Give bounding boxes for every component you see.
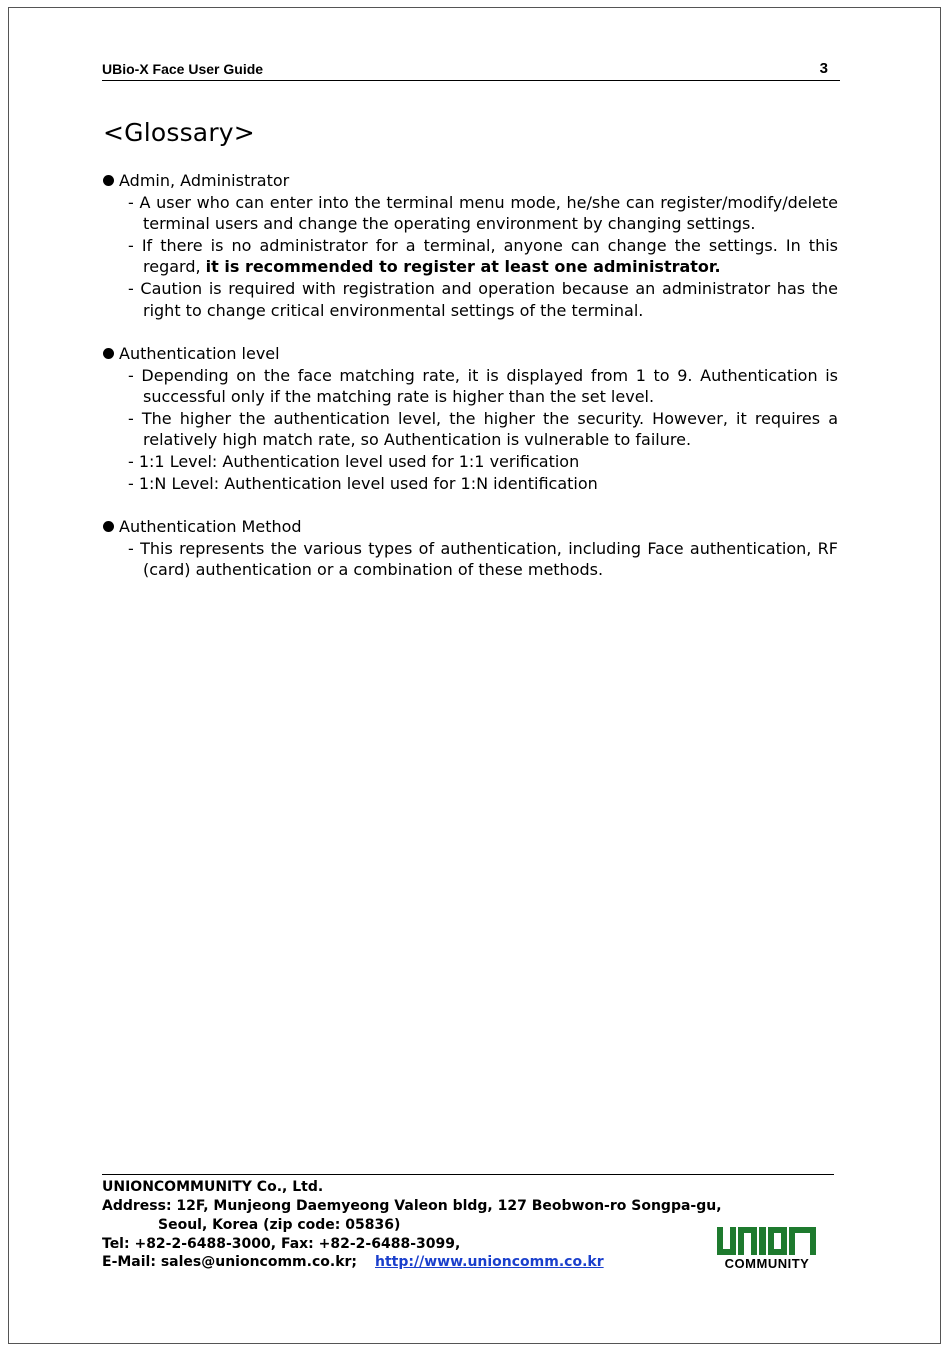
definition-item: - The higher the authentication level, the higher the security. However, it requires a relatively high match rate, so Authentication is vulnerable to failure. <box>128 408 838 450</box>
definition-text: - If there is no administrator for a terminal, anyone can change the settings. In this regard, <box>128 235 838 277</box>
glossary-entry-authentication-level <box>103 343 838 494</box>
union-logo-mark <box>716 1226 818 1256</box>
page-header <box>102 60 840 81</box>
glossary-term <box>103 516 838 538</box>
definition-item: - This represents the various types of authentication, including Face authentication, RF (card) authentication or a combination of these methods. <box>128 538 838 580</box>
term-label: Authentication level <box>119 344 280 363</box>
footer-company: UNIONCOMMUNITY Co., Ltd. <box>102 1179 324 1195</box>
bullet-icon <box>103 348 114 359</box>
glossary-entry-administrator <box>103 170 838 321</box>
definition-item <box>128 235 838 278</box>
page-title: <Glossary> <box>103 118 255 147</box>
term-label: Authentication Method <box>119 517 302 536</box>
footer-address-city: Seoul, Korea (zip code: 05836) <box>158 1217 401 1233</box>
glossary-term <box>103 343 838 365</box>
page-footer <box>102 1174 834 1175</box>
company-logo <box>716 1226 818 1270</box>
footer-address: Address: 12F, Munjeong Daemyeong Valeon bldg, 127 Beobwon-ro Songpa-gu, <box>102 1198 722 1214</box>
page-number: 3 <box>819 60 828 77</box>
document-title: UBio-X Face User Guide <box>102 61 264 77</box>
bullet-icon <box>103 521 114 532</box>
bullet-icon <box>103 175 114 186</box>
website-link[interactable]: http://www.unioncomm.co.kr <box>375 1254 604 1270</box>
definition-item: - 1:1 Level: Authentication level used for 1:1 verification <box>128 451 580 471</box>
footer-phone: Tel: +82-2-6488-3000, Fax: +82-2-6488-3099, <box>102 1236 461 1252</box>
definition-item: - Depending on the face matching rate, it is displayed from 1 to 9. Authentication is successful only if the matching rate is higher than the set level. <box>128 365 838 407</box>
definition-emphasis: it is recommended to register at least one administrator. <box>205 257 721 277</box>
footer-email: E-Mail: sales@unioncomm.co.kr; <box>102 1254 358 1270</box>
glossary-term <box>103 170 838 192</box>
logo-wordmark: COMMUNITY <box>724 1256 810 1271</box>
definition-item: - A user who can enter into the terminal menu mode, he/she can register/modify/delete terminal users and change the operating environment by changing settings. <box>128 192 838 234</box>
footer-contact <box>102 1254 604 1270</box>
term-label: Admin, Administrator <box>119 171 290 190</box>
definition-item: - 1:N Level: Authentication level used for 1:N identification <box>128 473 598 493</box>
definition-item: - Caution is required with registration and operation because an administrator has the right to change critical environmental settings of the terminal. <box>128 278 838 320</box>
glossary-entry-authentication-method <box>103 516 838 581</box>
